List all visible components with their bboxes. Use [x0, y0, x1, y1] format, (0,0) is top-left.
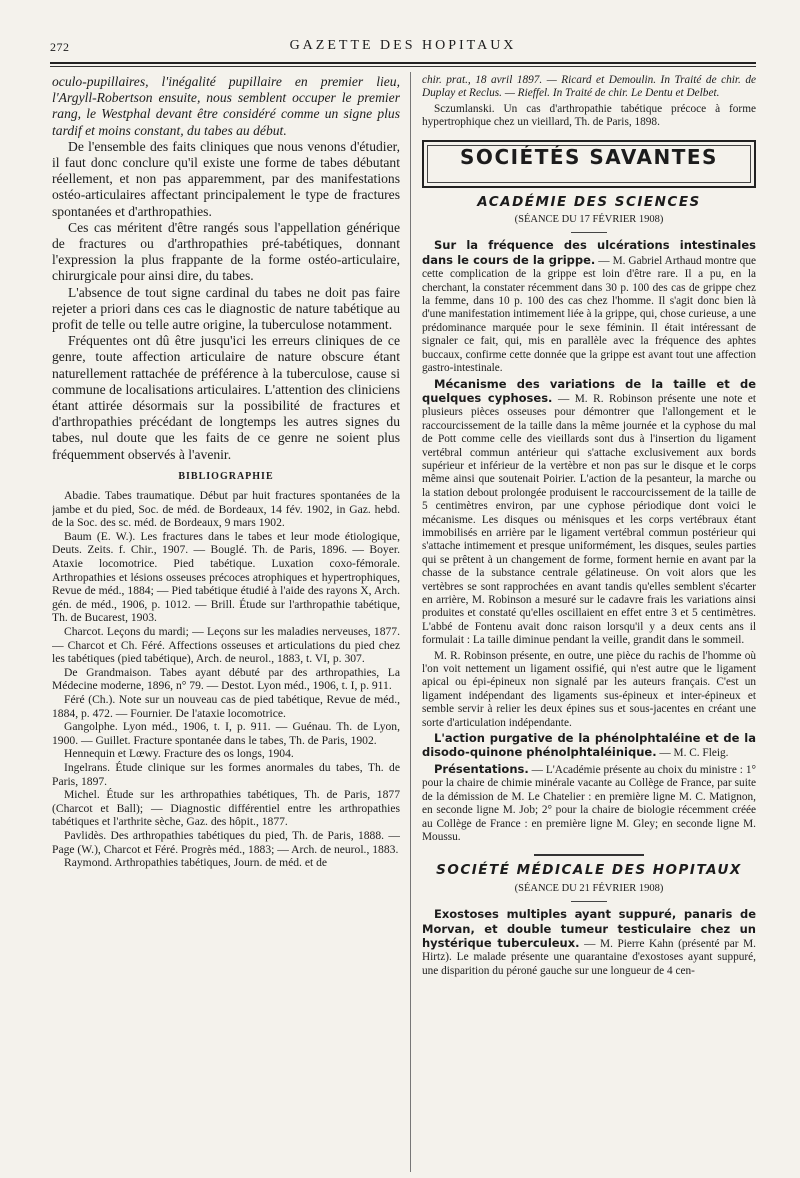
- society-title: SOCIÉTÉ MÉDICALE DES HOPITAUX: [436, 862, 742, 879]
- paragraph: Fréquentes ont dû être jusqu'ici les erreurs cliniques de ce genre, toute affection articulaire de nature obscure étant naturellement rattachée de préférence à la tuberculose, cause si commune de localisations articulaires. L'attention des cliniciens étant attirée désormais sur la possibilité de fractures et d'arthropathies précédant de longtemps les autres signes du tabes, nul doute que les faits de ce genre ne soient plus fréquemment observés à l'avenir.: [52, 333, 400, 462]
- article: [422, 908, 756, 978]
- article-heading: Présentations.: [434, 761, 529, 776]
- paragraph: oculo-pupillaires, l'inégalité pupillaire en premier lieu, l'Argyll-Robertson ensuite, nous semblent occuper le premier rang, le Westphal devant être considéré comme un signe plus tardif et moins constant, du tabes au début.: [52, 74, 400, 138]
- article-heading: Mécanisme des variations de la taille et de quelques cyphoses.: [422, 376, 756, 405]
- header-rule-thick: [50, 62, 756, 64]
- bibliography-entry: Michel. Étude sur les arthropathies tabétiques, Th. de Paris, 1877 (Charcot et Ball); — Diagnostic différentiel entre les arthropathies tabétiques et l'arthrite sèche, Gaz. des hôpit., 1877.: [52, 788, 400, 829]
- article-heading: L'action purgative de la phénolphtaléine et de la disodo-quinone phénolphtaléinique.: [422, 731, 756, 760]
- seance-date: (SÉANCE DU 17 FÉVRIER 1908): [514, 214, 664, 226]
- header-rule-thin: [50, 66, 756, 67]
- bibliography-entry: chir. prat., 18 avril 1897. — Ricard et Demoulin. In Traité de chir. de Duplay et Reclus. — Rieffel. In Traité de chir. Le Dentu et Delbet.: [422, 74, 756, 100]
- article: [422, 239, 756, 375]
- running-title: GAZETTE DES HOPITAUX: [289, 38, 517, 53]
- page-number: 272: [50, 40, 70, 54]
- bibliography-entry: Abadie. Tabes traumatique. Début par huit fractures spontanées de la jambe et du pied, Soc. de méd. de Bordeaux, 14 fév. 1902, in Gaz. hebd. de la Soc. des sc. méd. de Bordeaux, 9 mars 1902.: [52, 489, 400, 530]
- bibliography-entry: Raymond. Arthropathies tabétiques, Journ. de méd. et de: [64, 856, 328, 870]
- bibliography-title: BIBLIOGRAPHIE: [178, 470, 274, 482]
- paragraph: L'absence de tout signe cardinal du tabes ne doit pas faire rejeter a priori dans ces cas le diagnostic de nature tabétique au profit de telle ou telle autre origine, la tuberculose notamment.: [52, 284, 400, 333]
- article-body: — L'Académie présente au choix du ministre : 1° pour la chaire de chimie minérale vacante au Collège de France, par suite de la démission de M. Le Chatelier : en première ligne M. C. Matignon, en seconde ligne M. Job; 2° pour la chaire de biologie récemment créée au Collège de France : en première ligne M. Gley; en seconde ligne M. Moussu.: [422, 763, 756, 843]
- page-header: [50, 34, 756, 62]
- section-banner: [422, 140, 756, 188]
- article-heading: Exostoses multiples ayant suppuré, panaris de Morvan, et double tumeur testiculaire chez un hystérique tuberculeux.: [422, 907, 756, 950]
- right-column: [422, 74, 756, 1174]
- seance-date: (SÉANCE DU 21 FÉVRIER 1908): [514, 882, 664, 894]
- paragraph: Ces cas méritent d'être rangés sous l'appellation générique de fractures ou d'arthropathies pré-tabétiques, donnant l'expression la plus frappante de la forme ostéo-articulaire, chirurgicale pour ainsi dire, du tabes.: [52, 219, 400, 284]
- bibliography-entry: Féré (Ch.). Note sur un nouveau cas de pied tabétique, Revue de méd., 1884, p. 472. — Fournier. De l'ataxie locomotrice.: [52, 692, 400, 720]
- article-body: — M. R. Robinson présente une note et plusieurs pièces osseuses pour démontrer que l'allongement et le raccourcissement de la taille dans la même journée et la cyphose du mal de Pott comme celle des vieillards sont dus à l'insertion du ligament vertébral commun antérieur qui s'attache exclusivement aux bords supérieur et inférieur de la vertèbre et non pas sur le disque et le corps même ainsi que soutenait Poirier. L'action de la pesanteur, la marche ou la station debout prolongée produisent le raccourcissement de la taille de 5 centimètres environ, par une cyphose périodique dont voici le mécanisme. Les disques ou ménisques et les corps vertébraux étant immobilisés en arrière par le ligament vertébral commun postérieur qui s'attache intimement et presque uniformément, les disques, seules parties qui se prêtent à un changement de forme, forment hernie en avant par la chasse de la substance centrale gélatineuse. On voit alors que les vertèbres se sont rapprochées en avant tandis qu'elles semblent s'écarter en arrière, M. Robinson a mesuré sur le cadavre frais les variations ainsi produites et constaté qu'elles oscillaient en effet entre 3 et 5 centimètres. L'abbé de Fontenu avait donc raison lorsqu'il y a deux cents ans il formulait : La taille diminue pendant la veille, grandit dans le sommeil.: [422, 392, 756, 647]
- bibliography-entry: Charcot. Leçons du mardi; — Leçons sur les maladies nerveuses, 1877. — Charcot et Ch. Féré. Affections osseuses et articulations du pied chez les tabétiques (pied tabétique), Arch. de neurol., 1883, t. VI, p. 307.: [52, 625, 400, 666]
- bibliography-entry: Baum (E. W.). Les fractures dans le tabes et leur mode étiologique, Deuts. Zeits. f. Chir., 1907. — Bouglé. Th. de Paris, 1896. — Boyer. Ataxie locomotrice. Pied tabétique. Luxation coxo-fémorale. Arthropathies et lésions osseuses précoces atrophiques et hypertrophiques, Revue de méd., 1884; — Pied tabétique étudié à l'aide des rayons X, Arch. gén. de méd., 1906, p. 1012. — Brill. Étude sur l'arthropathie tabétique, Th. de Bucarest, 1903.: [52, 529, 400, 625]
- paragraph: De l'ensemble des faits cliniques que nous venons d'étudier, il faut donc conclure qu'il existe une forme de tabes débutant réellement, et non pas apparemment, par des manifestations ostéo-articulaires affectant principalement le type de fractures spontanées et d'arthropathies.: [52, 138, 400, 219]
- bibliography-entry: Hennequin et Lœwy. Fracture des os longs, 1904.: [64, 747, 294, 761]
- article: [422, 378, 756, 648]
- separator: [571, 232, 607, 233]
- bibliography-entry: Gangolphe. Lyon méd., 1906, t. I, p. 911. — Guénau. Th. de Lyon, 1900. — Guillet. Fracture spontanée dans le tabes, Th. de Paris, 1902.: [52, 720, 400, 747]
- society-title: ACADÉMIE DES SCIENCES: [477, 193, 701, 210]
- bibliography-entry: Pavlidès. Des arthropathies tabétiques du pied, Th. de Paris, 1888. — Page (W.), Charcot et Féré. Progrès méd., 1883; — Arch. de neurol., 1883.: [52, 828, 400, 856]
- article: M. R. Robinson présente, en outre, une pièce du rachis de l'homme où l'on voit nettement un ligament ossifié, qui n'est autre que le ligament apical ou épi-épineux non signalé par les auteurs français. C'est un ligament indépendant des ligaments sus-épineux et inter-épineux et semble servir à relier les deux épines sus et sous-jacentes en créant une sorte d'articulation indépendante.: [422, 649, 756, 729]
- separator: [571, 901, 607, 902]
- bibliography-entry: Ingelrans. Étude clinique sur les formes anormales du tabes, Th. de Paris, 1897.: [52, 760, 400, 788]
- separator: [534, 854, 644, 856]
- article-body: — M. Gabriel Arthaud montre que cette complication de la grippe est loin d'être rare. Il a pu, en la cherchant, la constater récemment dans 30 p. 100 des cas de grippe chez la femme, dans 10 p. 100 des cas chez l'homme. Il s'agit donc bien là d'une manifestation intimement liée à la grippe, qui, chose curieuse, a une prédominance marquée pour le sexe féminin. Il était intéressant de signaler ce fait, qui, mis en parallèle avec la fréquence des aphtes buccaux, confirme cette donnée que la grippe est avant tout une affection gastro-intestinale.: [422, 254, 756, 375]
- bibliography-entry: De Grandmaison. Tabes ayant débuté par des arthropathies, La Médecine moderne, 1896, n° 79. — Destot. Lyon méd., 1906, t. I, p. 911.: [52, 665, 400, 693]
- section-title: SOCIÉTÉS SAVANTES: [460, 144, 718, 169]
- bibliography-entry: Sczumlanski. Un cas d'arthropathie tabétique précoce à forme hypertrophique chez un vieillard, Th. de Paris, 1898.: [422, 102, 756, 129]
- article-body: — M. C. Fleig.: [656, 747, 729, 760]
- article-body: — M. Pierre Kahn (présenté par M. Hirtz). Le malade présente une quarantaine d'exostoses ayant suppuré, une disparition du péroné gauche sur une longueur de 4 cen-: [422, 937, 756, 977]
- column-divider: [410, 72, 411, 1172]
- article-heading: Sur la fréquence des ulcérations intestinales dans le cours de la grippe.: [422, 238, 756, 267]
- article: [422, 732, 756, 761]
- left-column: [52, 74, 400, 1174]
- article: [422, 763, 756, 844]
